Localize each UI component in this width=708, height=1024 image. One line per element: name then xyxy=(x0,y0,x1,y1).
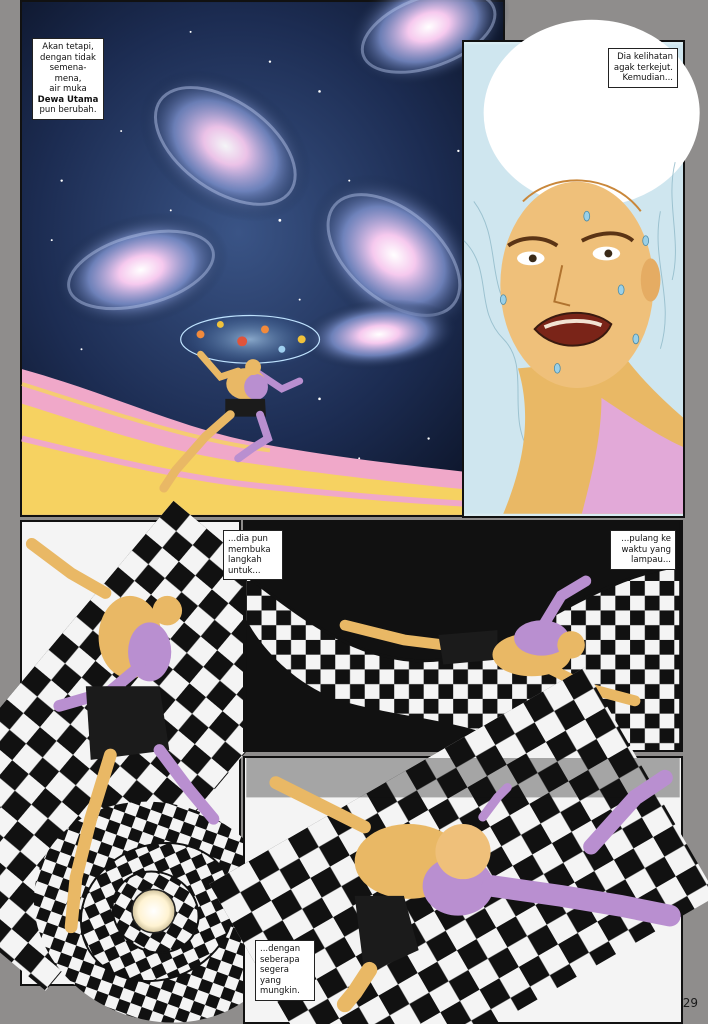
caption-1-line-3: semena-mena, xyxy=(49,63,87,84)
caption-1-name: Dewa Utama xyxy=(37,94,99,105)
vortex-illustration xyxy=(22,522,239,984)
caption-1-line-4: air muka xyxy=(49,84,87,94)
panel-checker-vortex xyxy=(20,520,241,986)
caption-box-1 xyxy=(32,38,104,120)
bald-head xyxy=(500,182,653,388)
caption-1-line-1: Akan tetapi, xyxy=(42,42,94,52)
caption-1-line-2: dengan tidak xyxy=(40,52,96,63)
face-illustration xyxy=(464,42,683,516)
caption-box-3: ...dia pun membuka langkah untuk... xyxy=(223,530,283,580)
light-portal xyxy=(132,889,175,932)
panel-shocked-face xyxy=(462,40,685,518)
panel-reaching xyxy=(243,756,683,1024)
page-number: 29 xyxy=(682,996,698,1010)
caption-box-4: ...pulang ke waktu yang lampau... xyxy=(610,530,676,570)
panel-flying-wave xyxy=(228,520,683,752)
panel-cosmos xyxy=(20,0,505,517)
caption-box-2: Dia kelihatan agak terkejut. Kemudian... xyxy=(608,48,678,88)
caption-box-5: ...dengan seberapa segera yang mungkin. xyxy=(255,940,315,1001)
caption-1-line-5: pun berubah. xyxy=(39,105,97,115)
